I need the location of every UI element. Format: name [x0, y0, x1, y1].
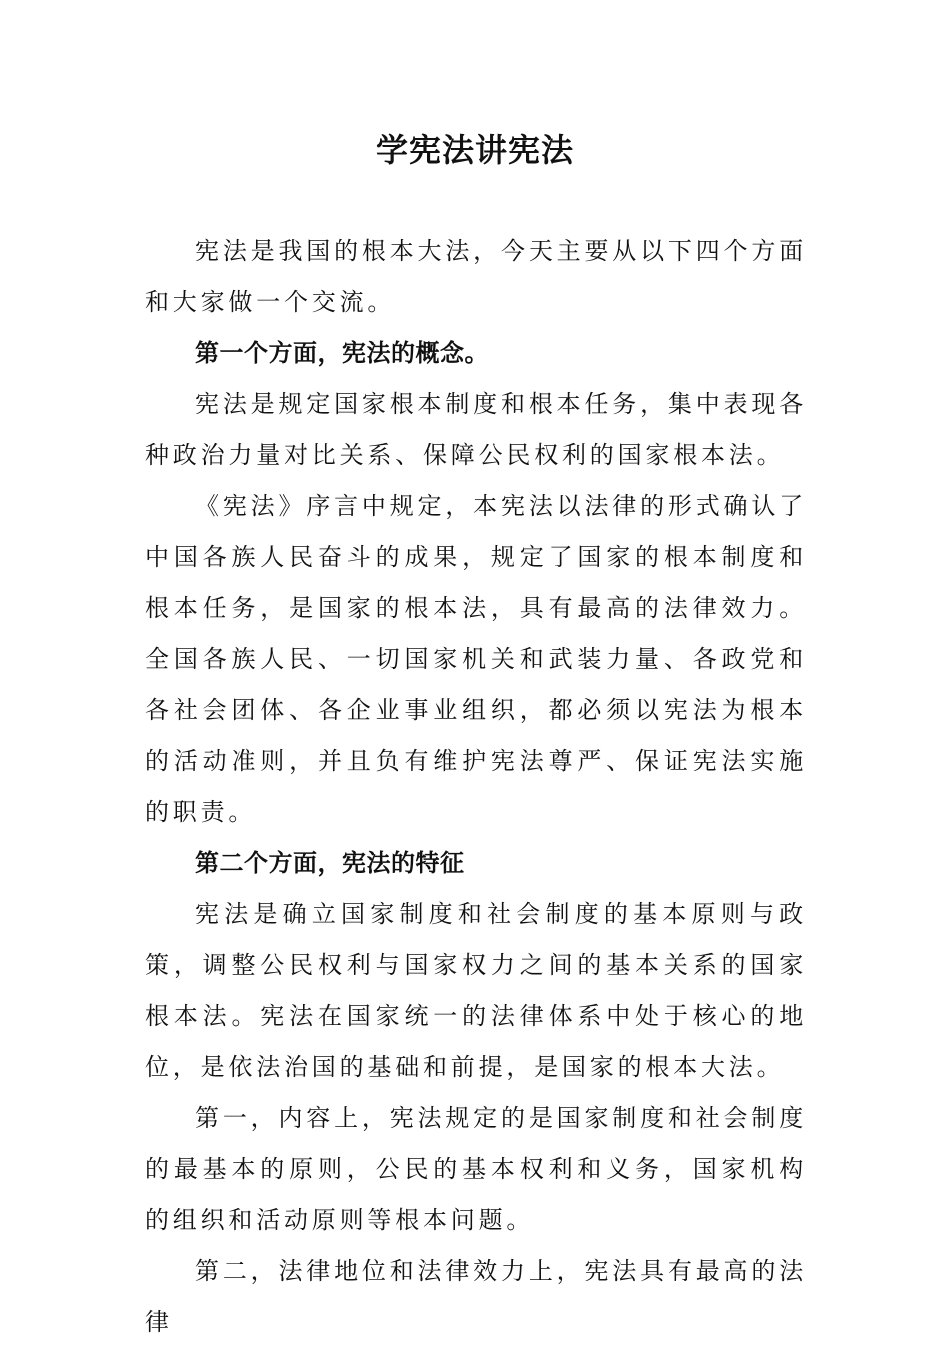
document-body — [145, 226, 807, 1348]
section-heading-1: 第一个方面，宪法的概念。 — [195, 339, 489, 367]
paragraph-preamble: 《宪法》序言中规定，本宪法以法律的形式确认了中国各族人民奋斗的成果，规定了国家的根本制度和根本任务，是国家的根本法，具有最高的法律效力。全国各族人民、一切国家机关和武装力量、各政党和各社会团体、各企业事业组织，都必须以宪法为根本的活动准则，并且负有维护宪法尊严、保证宪法实施的职责。 — [145, 492, 807, 826]
paragraph-point-1: 第一，内容上，宪法规定的是国家制度和社会制度的最基本的原则，公民的基本权利和义务，国家机构的组织和活动原则等根本问题。 — [145, 1104, 807, 1234]
paragraph-intro: 宪法是我国的根本大法，今天主要从以下四个方面和大家做一个交流。 — [145, 237, 807, 316]
paragraph-point-2: 第二，法律地位和法律效力上，宪法具有最高的法律 — [145, 1257, 807, 1336]
section-heading-2: 第二个方面，宪法的特征 — [195, 849, 465, 877]
paragraph-characteristics: 宪法是确立国家制度和社会制度的基本原则与政策，调整公民权利与国家权力之间的基本关系的国家根本法。宪法在国家统一的法律体系中处于核心的地位，是依法治国的基础和前提，是国家的根本大法。 — [145, 900, 807, 1081]
paragraph-concept-definition: 宪法是规定国家根本制度和根本任务，集中表现各种政治力量对比关系、保障公民权利的国家根本法。 — [145, 390, 807, 469]
document-title: 学宪法讲宪法 — [375, 131, 574, 169]
